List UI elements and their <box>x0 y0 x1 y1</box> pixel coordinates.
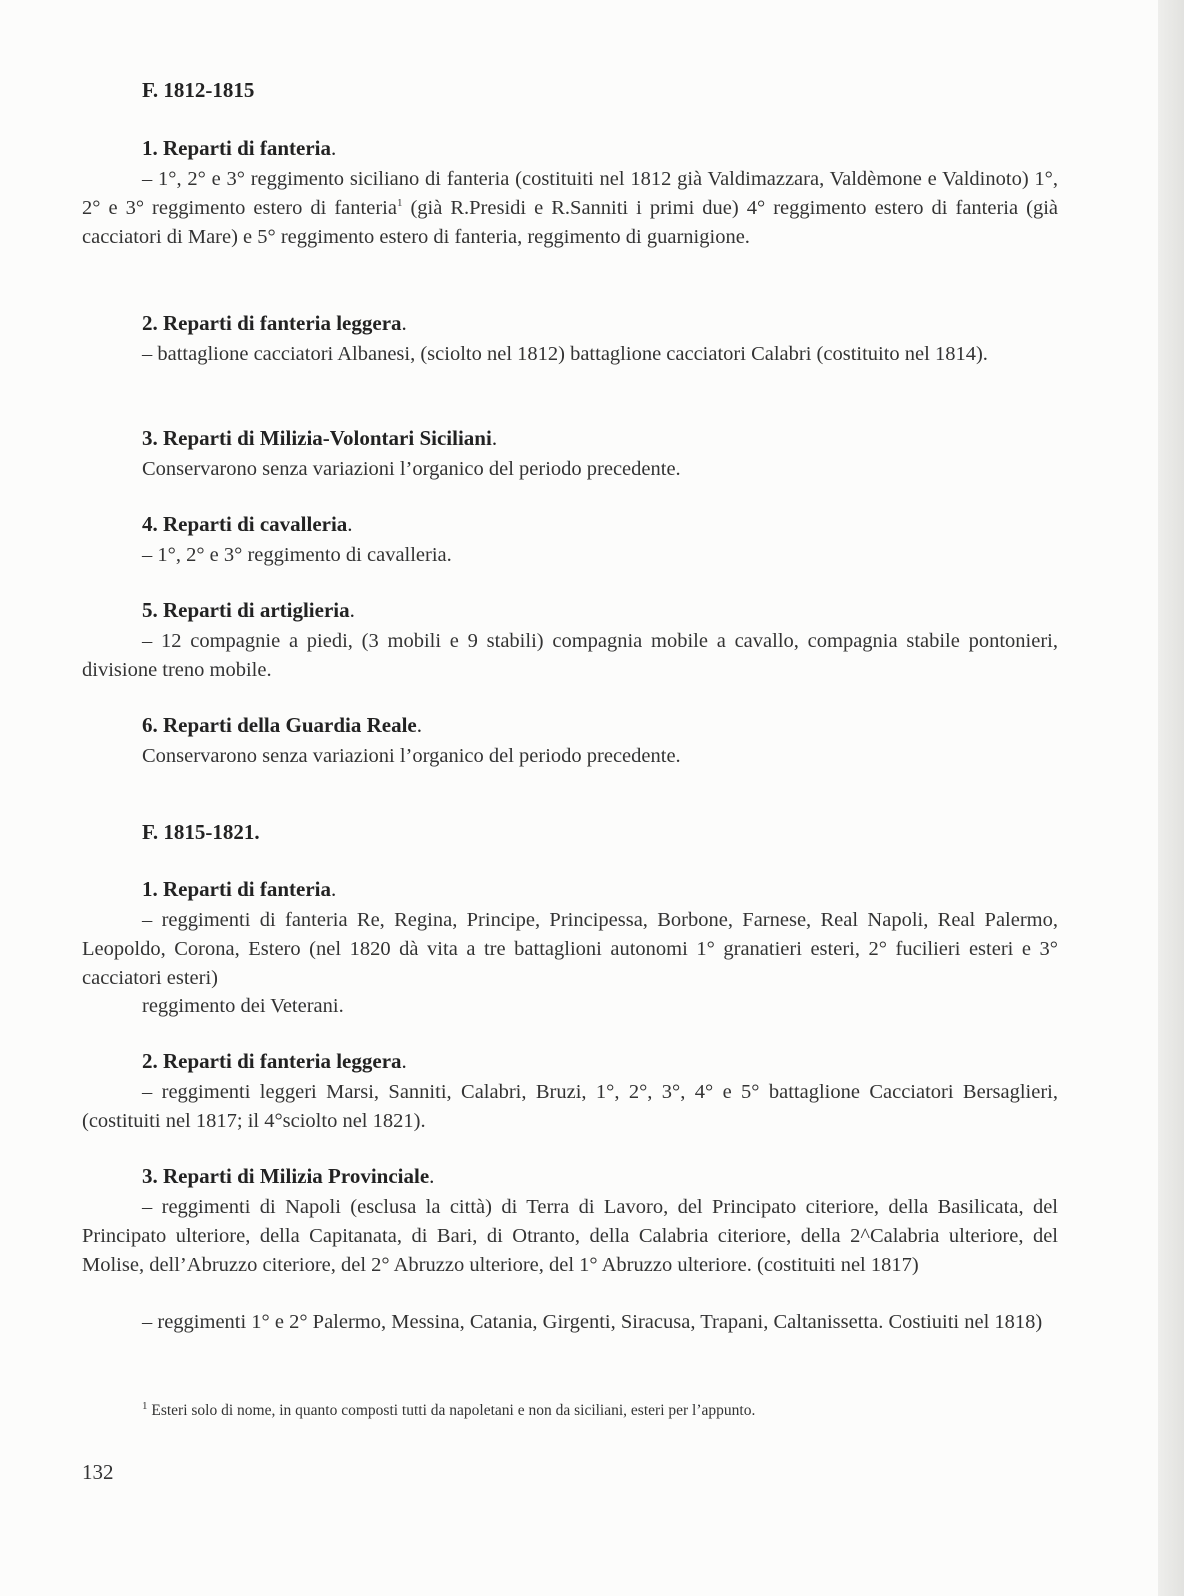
heading-s1-4: 4. Reparti di cavalleria. <box>142 512 353 536</box>
heading-text: Reparti della Guardia Reale <box>163 713 417 737</box>
footnote <box>142 1399 756 1420</box>
heading-num: 2. <box>142 311 158 335</box>
paragraph-s2-2: – reggimenti leggeri Marsi, Sanniti, Calabri, Bruzi, 1°, 2°, 3°, 4° e 5° battaglione Cacciatori Bersaglieri, (costituiti nel 1817; il 4°sciolto nel 1821). <box>82 1081 1058 1132</box>
heading-text: Reparti di fanteria leggera <box>163 311 402 335</box>
paragraph-s1-4: – 1°, 2° e 3° reggimento di cavalleria. <box>142 544 452 566</box>
heading-num: 6. <box>142 713 158 737</box>
paragraph-s1-1 <box>82 165 1058 252</box>
footnote-text: Esteri solo di nome, in quanto composti tutti da napoletani e non da siciliani, esteri per l’appunto. <box>151 1402 756 1419</box>
paragraph-s2-3: – reggimenti di Napoli (esclusa la città) di Terra di Lavoro, del Principato citeriore, della Basilicata, del Principato ulteriore, della Capitanata, di Bari, di Otranto, della Calabria citeriore, della 2^Calabria ulteriore, del Molise, dell’Abruzzo citeriore, del 2° Abruzzo ulteriore, del 1° Abruzzo ulteriore. (costituiti nel 1817) <box>82 1196 1058 1276</box>
paragraph-s1-2: – battaglione cacciatori Albanesi, (sciolto nel 1812) battaglione cacciatori Calabri (costituito nel 1814). <box>142 343 988 365</box>
heading-text: Reparti di fanteria <box>163 136 331 160</box>
footnote-ref: 1 <box>396 197 403 210</box>
heading-text: Reparti di Milizia-Volontari Siciliani <box>163 426 492 450</box>
heading-s2-1: 1. Reparti di fanteria. <box>142 877 337 901</box>
heading-s1-2: 2. Reparti di fanteria leggera. <box>142 311 407 335</box>
heading-s2-3: 3. Reparti di Milizia Provinciale. <box>142 1164 435 1188</box>
heading-s1-5: 5. Reparti di artiglieria. <box>142 598 355 622</box>
heading-text: Reparti di fanteria <box>163 877 331 901</box>
heading-s2-2: 2. Reparti di fanteria leggera. <box>142 1049 407 1073</box>
heading-num: 1. <box>142 136 158 160</box>
section-title-1815-1821: F. 1815-1821. <box>142 820 260 844</box>
paragraph-s1-5: – 12 compagnie a piedi, (3 mobili e 9 stabili) compagnia mobile a cavallo, compagnia stabile pontonieri, divisione treno mobile. <box>82 630 1058 681</box>
page-number: 132 <box>82 1460 114 1484</box>
paragraph-text-cont: (già R.Presidi e R.Sanniti i primi due) 4° reggimento estero di fanteria (già cacciatori di Mare) e 5° reggimento estero di fanteria, reggimento di guarnigione. <box>82 197 1058 248</box>
paragraph-s2-3b: – reggimenti 1° e 2° Palermo, Messina, Catania, Girgenti, Siracusa, Trapani, Caltanissetta. Costiuiti nel 1818) <box>142 1311 1043 1333</box>
paragraph-s1-3: Conservarono senza variazioni l’organico del periodo precedente. <box>142 458 681 480</box>
heading-num: 4. <box>142 512 158 536</box>
heading-s1-6: 6. Reparti della Guardia Reale. <box>142 713 422 737</box>
heading-num: 3. <box>142 1164 158 1188</box>
heading-text: Reparti di artiglieria <box>163 598 350 622</box>
heading-s1-1: 1. Reparti di fanteria. <box>142 136 337 160</box>
paragraph-text: – 1°, 2° e 3° reggimento siciliano di fanteria (costituiti nel 1812 già Valdimazzara, Valdèmone e Valdinoto) 1°, 2° e 3° reggimento estero di fanteria <box>82 168 1058 219</box>
paragraph-s2-1: – reggimenti di fanteria Re, Regina, Principe, Principessa, Borbone, Farnese, Real Napoli, Real Palermo, Leopoldo, Corona, Estero (nel 1820 dà vita a tre battaglioni autonomi 1° granatieri esteri, 2° fucilieri esteri e 3° cacciatori esteri) <box>82 909 1058 989</box>
page-gutter-shadow <box>1158 0 1184 1596</box>
heading-text: Reparti di fanteria leggera <box>163 1049 402 1073</box>
heading-text: Reparti di cavalleria <box>163 512 348 536</box>
section-title-1812-1815: F. 1812-1815 <box>142 78 255 102</box>
heading-num: 3. <box>142 426 158 450</box>
heading-num: 1. <box>142 877 158 901</box>
heading-text: Reparti di Milizia Provinciale <box>163 1164 430 1188</box>
heading-s1-3: 3. Reparti di Milizia-Volontari Siciliani. <box>142 426 498 450</box>
paragraph-s2-1b: reggimento dei Veterani. <box>142 995 344 1017</box>
footnote-mark: 1 <box>142 1399 148 1412</box>
heading-num: 2. <box>142 1049 158 1073</box>
paragraph-s1-6: Conservarono senza variazioni l’organico del periodo precedente. <box>142 745 681 767</box>
heading-num: 5. <box>142 598 158 622</box>
